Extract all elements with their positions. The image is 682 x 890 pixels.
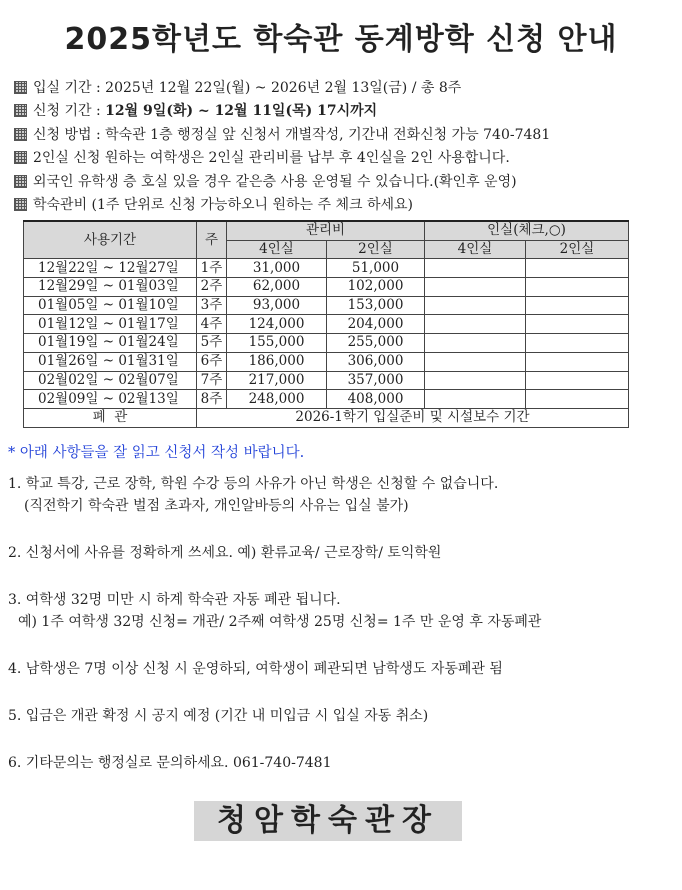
info-item-double-room: 2인실 신청 원하는 여학생은 2인실 관리비를 납부 후 4인실을 2인 사용합니다. <box>14 147 550 170</box>
check-cell-4[interactable] <box>425 390 526 409</box>
hatched-square-icon <box>14 81 27 94</box>
check-cell-2[interactable] <box>526 259 629 278</box>
table-row: 01월26일 ~ 01월31일 6주 186,000 306,000 <box>24 352 629 371</box>
hatched-square-icon <box>14 198 27 211</box>
check-cell-4[interactable] <box>425 296 526 315</box>
note-item-5: 5. 입금은 개관 확정 시 공지 예정 (기간 내 미입금 시 입실 자동 취소) <box>8 708 429 724</box>
note-item-4: 4. 남학생은 7명 이상 신청 시 운영하되, 여학생이 폐관되면 남학생도 자동폐관 됨 <box>8 661 503 677</box>
header-week: 주 <box>197 221 227 259</box>
check-cell-2[interactable] <box>526 334 629 353</box>
header-fee-4: 4인실 <box>227 240 327 259</box>
table-row: 01월05일 ~ 01월10일 3주 93,000 153,000 <box>24 296 629 315</box>
info-item-period: 입실 기간 : 2025년 12월 22일(월) ~ 2026년 2월 13일(금) / 총 8주 <box>14 77 550 100</box>
note-item-1-sub: (직전학기 학숙관 벌점 초과자, 개인알바등의 사유는 입실 불가) <box>24 498 409 514</box>
hatched-square-icon <box>14 151 27 164</box>
signature-footer: 청암학숙관장 <box>194 801 462 841</box>
info-item-foreign: 외국인 유학생 층 호실 있을 경우 같은층 사용 운영될 수 있습니다.(확인후 운영) <box>14 171 550 194</box>
check-cell-2[interactable] <box>526 296 629 315</box>
table-row: 01월12일 ~ 01월17일 4주 124,000 204,000 <box>24 315 629 334</box>
hatched-square-icon <box>14 175 27 188</box>
check-cell-4[interactable] <box>425 334 526 353</box>
hatched-square-icon <box>14 104 27 117</box>
check-cell-2[interactable] <box>526 371 629 390</box>
note-item-3-sub: 예) 1주 여학생 32명 신청= 개관/ 2주째 여학생 25명 신청= 1주 만 운영 후 자동폐관 <box>18 614 542 630</box>
page-title: 2025학년도 학숙관 동계방학 신청 안내 <box>64 22 618 57</box>
header-fee-2: 2인실 <box>327 240 425 259</box>
info-item-fee: 학숙관비 (1주 단위로 신청 가능하오니 원하는 주 체크 하세요) <box>14 194 550 217</box>
closed-row <box>24 408 629 427</box>
table-row: 12월22일 ~ 12월27일 1주 31,000 51,000 <box>24 259 629 278</box>
notice-heading: * 아래 사항들을 잘 읽고 신청서 작성 바랍니다. <box>8 445 305 461</box>
note-item-1: 1. 학교 특강, 근로 장학, 학원 수강 등의 사유가 아닌 학생은 신청할 수 없습니다. <box>8 476 499 492</box>
check-cell-4[interactable] <box>425 352 526 371</box>
info-item-apply-period: 신청 기간 : 12월 9일(화) ~ 12월 11일(목) 17시까지 <box>14 100 550 123</box>
fee-table <box>23 220 629 428</box>
check-cell-2[interactable] <box>526 315 629 334</box>
header-room: 인실(체크,○) <box>425 221 629 240</box>
table-row: 12월29일 ~ 01월03일 2주 62,000 102,000 <box>24 278 629 297</box>
check-cell-4[interactable] <box>425 259 526 278</box>
check-cell-4[interactable] <box>425 315 526 334</box>
check-cell-4[interactable] <box>425 278 526 297</box>
table-row: 02월02일 ~ 02월07일 7주 217,000 357,000 <box>24 371 629 390</box>
notes-list <box>8 473 541 774</box>
info-list <box>14 77 550 217</box>
check-cell-2[interactable] <box>526 278 629 297</box>
header-room-4: 4인실 <box>425 240 526 259</box>
header-room-2: 2인실 <box>526 240 629 259</box>
closed-label: 폐 관 <box>24 408 197 427</box>
note-item-2: 2. 신청서에 사유를 정확하게 쓰세요. 예) 환류교육/ 근로장학/ 토익학원 <box>8 545 442 561</box>
table-row: 01월19일 ~ 01월24일 5주 155,000 255,000 <box>24 334 629 353</box>
header-period: 사용기간 <box>24 221 197 259</box>
check-cell-2[interactable] <box>526 390 629 409</box>
check-cell-4[interactable] <box>425 371 526 390</box>
apply-period-dates: 12월 9일(화) ~ 12월 11일(목) 17시까지 <box>105 103 378 120</box>
note-item-3: 3. 여학생 32명 미만 시 하계 학숙관 자동 폐관 됩니다. <box>8 592 341 608</box>
hatched-square-icon <box>14 128 27 141</box>
check-cell-2[interactable] <box>526 352 629 371</box>
table-row: 02월09일 ~ 02월13일 8주 248,000 408,000 <box>24 390 629 409</box>
info-item-method: 신청 방법 : 학숙관 1층 행정실 앞 신청서 개별작성, 기간내 전화신청 가능 740-7481 <box>14 124 550 147</box>
closed-description: 2026-1학기 입실준비 및 시설보수 기간 <box>197 408 629 427</box>
note-item-6: 6. 기타문의는 행정실로 문의하세요. 061-740-7481 <box>8 755 332 771</box>
header-fee: 관리비 <box>227 221 425 240</box>
